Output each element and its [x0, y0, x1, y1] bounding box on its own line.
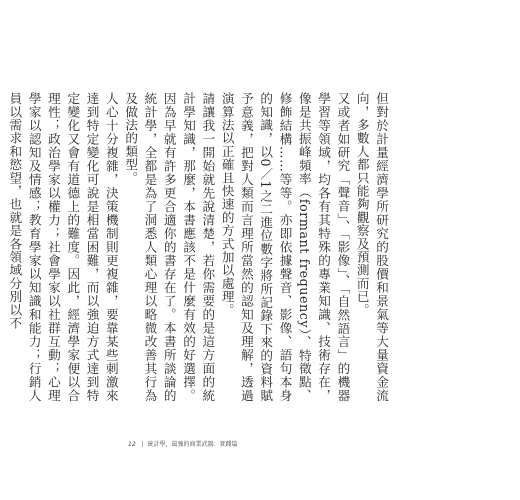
footer-separator: |: [141, 441, 144, 448]
page-footer: [128, 439, 238, 448]
paragraph-1: 但對於計量經濟學所研究的股價和景氣等大量資金流向，多數人都只能夠觀察及預測而已。: [354, 92, 389, 402]
vertical-body-text: [7, 92, 391, 402]
paragraph-4: 人心十分複雜，決策機制則更複雜，要靠某些刺激來達到特定變化可說是相當困難，而以強迫方式達到特定變化又會有道德上的難度。因此，經濟學家便以合理性；政治學家以權力；社會學家以社群互動；心理學家以認知及情感；教育學家以知識和能力；行銷人員以需求和慾望，也就是各領域分別以不: [7, 92, 119, 402]
running-book-title: 統計學，最強的商業武器：實踐篇: [147, 441, 238, 448]
paragraph-2: 又或者如研究「聲音」、「影像」、「自然語言」的機器學習等領域，均各有其特殊的專業知識、技術存在，像是共振峰頻率（formant frequency）、特徵點、修飾結構……等等。亦即依據聲音、影像、語句本身的知識，以0／1之二進位數字將所記錄下來的資料賦予意義，把對人類而言理所當然的認知及理解，透過演算法以正確且快速的方式加以處理。: [219, 92, 351, 402]
page-number: 12: [128, 441, 136, 448]
paragraph-3: 請讓我一開始就先說清楚，若你需要的是這方面的統計學知識，那麼，本書應該不是什麼有效的好選擇。因為早就有許多更合適你的書存在了。本書所談論的統計學，全都是為了洞悉人類心理以略微改善其行為及做法的類型。: [123, 92, 216, 402]
